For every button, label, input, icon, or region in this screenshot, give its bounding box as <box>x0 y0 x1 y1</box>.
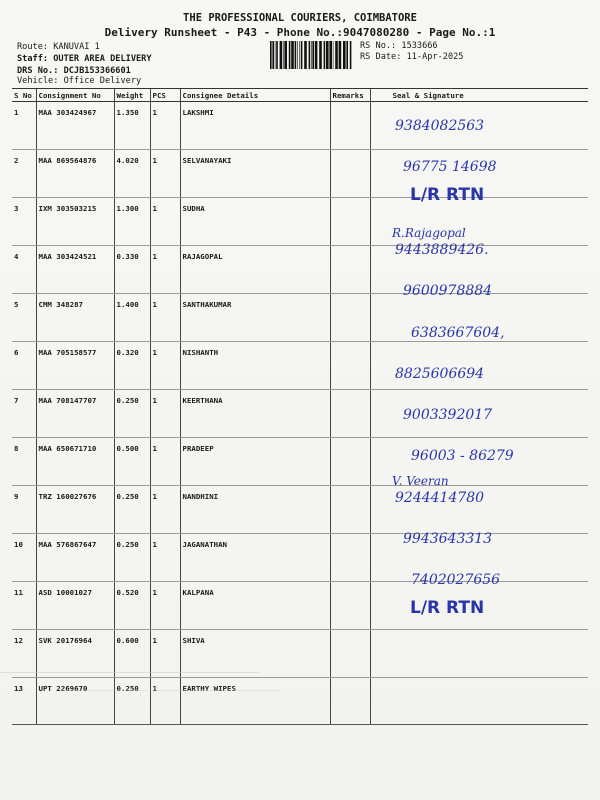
cell-weight: 0.250 <box>114 534 150 582</box>
cell-seal <box>370 678 588 725</box>
cell-weight: 0.520 <box>114 582 150 630</box>
col-seal-signature: Seal & Signature <box>370 89 588 102</box>
col-remarks: Remarks <box>330 89 370 102</box>
cell-weight: 0.500 <box>114 438 150 486</box>
cell-pcs: 1 <box>150 630 180 678</box>
cell-pcs: 1 <box>150 150 180 198</box>
cell-pcs: 1 <box>150 438 180 486</box>
signature-phone: 9003392017 <box>403 407 493 424</box>
cell-weight: 1.350 <box>114 102 150 150</box>
cell-weight: 0.330 <box>114 246 150 294</box>
signature-name: V. Veeran <box>392 473 449 488</box>
drs-number: DRS No.: DCJB153366601 <box>17 66 131 76</box>
cell-pcs: 1 <box>150 582 180 630</box>
table-row <box>12 342 588 390</box>
company-title: THE PROFESSIONAL COURIERS, COIMBATORE <box>183 12 417 24</box>
cell-consignee: KALPANA <box>180 582 330 630</box>
cell-consignment: MAA 576867647 <box>36 534 114 582</box>
cell-pcs: 1 <box>150 342 180 390</box>
cell-consignment: UPT 2269670 <box>36 678 114 725</box>
cell-sno: 12 <box>12 630 36 678</box>
cell-pcs: 1 <box>150 534 180 582</box>
cell-pcs: 1 <box>150 486 180 534</box>
col-consignment: Consignment No <box>36 89 114 102</box>
cell-consignee: SELVANAYAKI <box>180 150 330 198</box>
cell-pcs: 1 <box>150 294 180 342</box>
cell-sno: 4 <box>12 246 36 294</box>
scan-artifact <box>60 690 280 691</box>
cell-seal <box>370 630 588 678</box>
cell-consignment: IXM 303503215 <box>36 198 114 246</box>
rs-info <box>360 41 463 63</box>
table-row <box>12 582 588 630</box>
cell-sno: 2 <box>12 150 36 198</box>
table-row <box>12 246 588 294</box>
col-pcs: PCS <box>150 89 180 102</box>
col-weight: Weight <box>114 89 150 102</box>
cell-consignee: SUDHA <box>180 198 330 246</box>
barcode-graphic <box>270 41 352 69</box>
cell-remarks <box>330 534 370 582</box>
cell-remarks <box>330 150 370 198</box>
cell-remarks <box>330 630 370 678</box>
cell-weight: 1.400 <box>114 294 150 342</box>
cell-sno: 11 <box>12 582 36 630</box>
cell-consignee: SHIVA <box>180 630 330 678</box>
rs-date: RS Date: 11-Apr-2025 <box>360 52 464 62</box>
col-consignee: Consignee Details <box>180 89 330 102</box>
cell-sno: 10 <box>12 534 36 582</box>
cell-consignment: MAA 705158577 <box>36 342 114 390</box>
cell-consignee: EARTHY WIPES <box>180 678 330 725</box>
col-sno: S No <box>12 89 36 102</box>
cell-sno: 13 <box>12 678 36 725</box>
cell-remarks <box>330 102 370 150</box>
cell-consignment: MAA 650671710 <box>36 438 114 486</box>
cell-consignment: MAA 708147707 <box>36 390 114 438</box>
cell-weight: 1.300 <box>114 198 150 246</box>
cell-remarks <box>330 678 370 725</box>
return-stamp: L/R RTN <box>410 184 485 205</box>
cell-sno: 7 <box>12 390 36 438</box>
cell-weight: 0.320 <box>114 342 150 390</box>
cell-consignee: RAJAGOPAL <box>180 246 330 294</box>
return-stamp: L/R RTN <box>410 597 485 618</box>
staff-label: Staff: OUTER AREA DELIVERY <box>17 54 152 64</box>
cell-consignment: MAA 303424521 <box>36 246 114 294</box>
table-row <box>12 150 588 198</box>
cell-remarks <box>330 342 370 390</box>
cell-sno: 1 <box>12 102 36 150</box>
cell-sno: 3 <box>12 198 36 246</box>
signature-phone: 96003 - 86279 <box>411 448 514 465</box>
cell-sno: 9 <box>12 486 36 534</box>
route-label: Route: KANUVAI 1 <box>17 42 100 52</box>
rs-number: RS No.: 1533666 <box>360 41 438 51</box>
signature-phone: 9943643313 <box>403 531 493 547</box>
cell-consignment: MAA 869564876 <box>36 150 114 198</box>
cell-remarks <box>330 486 370 534</box>
cell-remarks <box>330 294 370 342</box>
cell-sno: 6 <box>12 342 36 390</box>
runsheet-table <box>12 88 588 725</box>
signature-phone: 9600978884 <box>403 283 493 300</box>
table-row <box>12 198 588 246</box>
signature-name: R.Rajagopal <box>392 225 466 240</box>
cell-consignee: PRADEEP <box>180 438 330 486</box>
cell-remarks <box>330 582 370 630</box>
table-row <box>12 678 588 725</box>
table-row <box>12 102 588 150</box>
cell-weight: 0.250 <box>114 390 150 438</box>
signature-phone: 7402027656 <box>411 572 501 589</box>
signature-phone: 9384082563 <box>395 118 485 134</box>
signature-phone: 9443889426. <box>395 241 489 258</box>
cell-weight: 0.250 <box>114 486 150 534</box>
cell-consignee: JAGANATHAN <box>180 534 330 582</box>
cell-pcs: 1 <box>150 198 180 246</box>
table-header-row <box>12 89 588 102</box>
cell-consignment: SVK 20176964 <box>36 630 114 678</box>
signature-phone: 8825606694 <box>395 365 485 382</box>
signature-phone: 6383667604, <box>411 324 505 341</box>
cell-consignment: TRZ 160027676 <box>36 486 114 534</box>
cell-weight: 0.250 <box>114 678 150 725</box>
vehicle-label: Vehicle: Office Delivery <box>17 76 142 86</box>
cell-sno: 8 <box>12 438 36 486</box>
cell-consignee: SANTHAKUMAR <box>180 294 330 342</box>
cell-consignment: ASD 10001027 <box>36 582 114 630</box>
runsheet-subtitle: Delivery Runsheet - P43 - Phone No.:9047080280 - Page No.:1 <box>104 26 496 39</box>
table-row <box>12 390 588 438</box>
cell-consignment: MAA 303424967 <box>36 102 114 150</box>
table-row <box>12 630 588 678</box>
cell-remarks <box>330 246 370 294</box>
scan-artifact <box>0 672 260 673</box>
cell-consignee: NANDHINI <box>180 486 330 534</box>
table-row <box>12 486 588 534</box>
signature-phone: 96775 14698 <box>403 159 497 176</box>
cell-consignee: LAKSHMI <box>180 102 330 150</box>
cell-consignee: NISHANTH <box>180 342 330 390</box>
cell-pcs: 1 <box>150 678 180 725</box>
cell-pcs: 1 <box>150 102 180 150</box>
cell-remarks <box>330 438 370 486</box>
table-row <box>12 534 588 582</box>
cell-sno: 5 <box>12 294 36 342</box>
cell-consignment: CMM 348287 <box>36 294 114 342</box>
cell-pcs: 1 <box>150 246 180 294</box>
cell-remarks <box>330 198 370 246</box>
cell-remarks <box>330 390 370 438</box>
signature-phone: 9244414780 <box>395 489 485 506</box>
cell-weight: 4.020 <box>114 150 150 198</box>
cell-pcs: 1 <box>150 390 180 438</box>
cell-weight: 0.600 <box>114 630 150 678</box>
cell-consignee: KEERTHANA <box>180 390 330 438</box>
